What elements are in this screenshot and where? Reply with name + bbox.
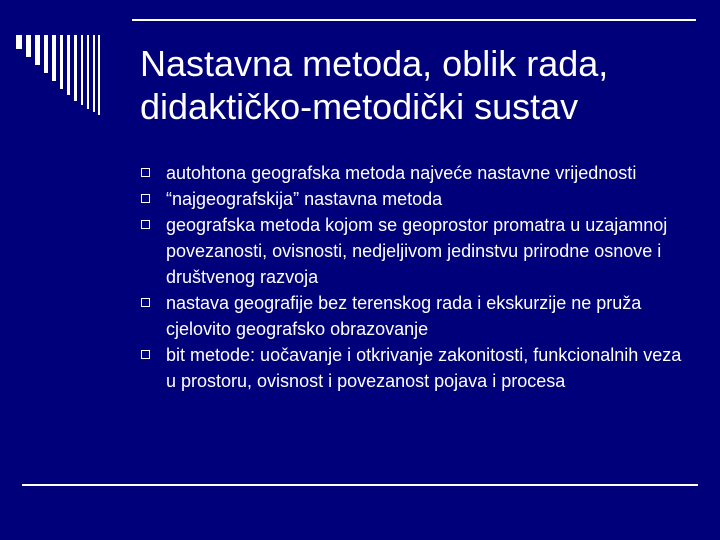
hollow-square-icon <box>141 350 150 359</box>
slide-title-line: Nastavna metoda, oblik rada, <box>140 43 609 84</box>
decor-bar <box>98 35 100 115</box>
decor-bar <box>60 35 63 89</box>
decor-bar <box>81 35 83 105</box>
bullet-text: “najgeografskija” nastavna metoda <box>166 189 443 209</box>
bullet-text: geografska metoda kojom se geoprostor promatra u uzajamnoj povezanosti, ovisnosti, nedjeljivom jedinstvu prirodne osnove i društvenog razvoja <box>166 215 668 287</box>
decor-bar <box>16 35 22 49</box>
hollow-square-icon <box>141 298 150 307</box>
slide-title-line: didaktičko-metodički sustav <box>140 86 579 127</box>
bullet-item <box>140 186 685 212</box>
bullet-list <box>140 160 685 394</box>
decor-bar <box>35 35 40 65</box>
bullet-item <box>140 212 685 290</box>
vertical-bars-decoration <box>16 35 131 115</box>
top-divider <box>132 19 696 21</box>
hollow-square-icon <box>141 194 150 203</box>
hollow-square-icon <box>141 220 150 229</box>
decor-bar <box>67 35 70 95</box>
decor-bar <box>26 35 31 57</box>
decor-bar <box>44 35 48 73</box>
slide-title <box>140 42 700 128</box>
bullet-item <box>140 160 685 186</box>
decor-bar <box>93 35 95 112</box>
decor-bar <box>87 35 89 109</box>
decor-bar <box>52 35 56 81</box>
bottom-divider <box>22 484 698 486</box>
bullet-text: nastava geografije bez terenskog rada i ekskurzije ne pruža cjelovito geografsko obrazovanje <box>166 293 642 339</box>
bullet-item <box>140 342 685 394</box>
bullet-item <box>140 290 685 342</box>
bullet-text: autohtona geografska metoda najveće nastavne vrijednosti <box>166 163 637 183</box>
decor-bar <box>74 35 77 101</box>
hollow-square-icon <box>141 168 150 177</box>
bullet-text: bit metode: uočavanje i otkrivanje zakonitosti, funkcionalnih veza u prostoru, ovisnost i povezanost pojava i procesa <box>166 345 682 391</box>
